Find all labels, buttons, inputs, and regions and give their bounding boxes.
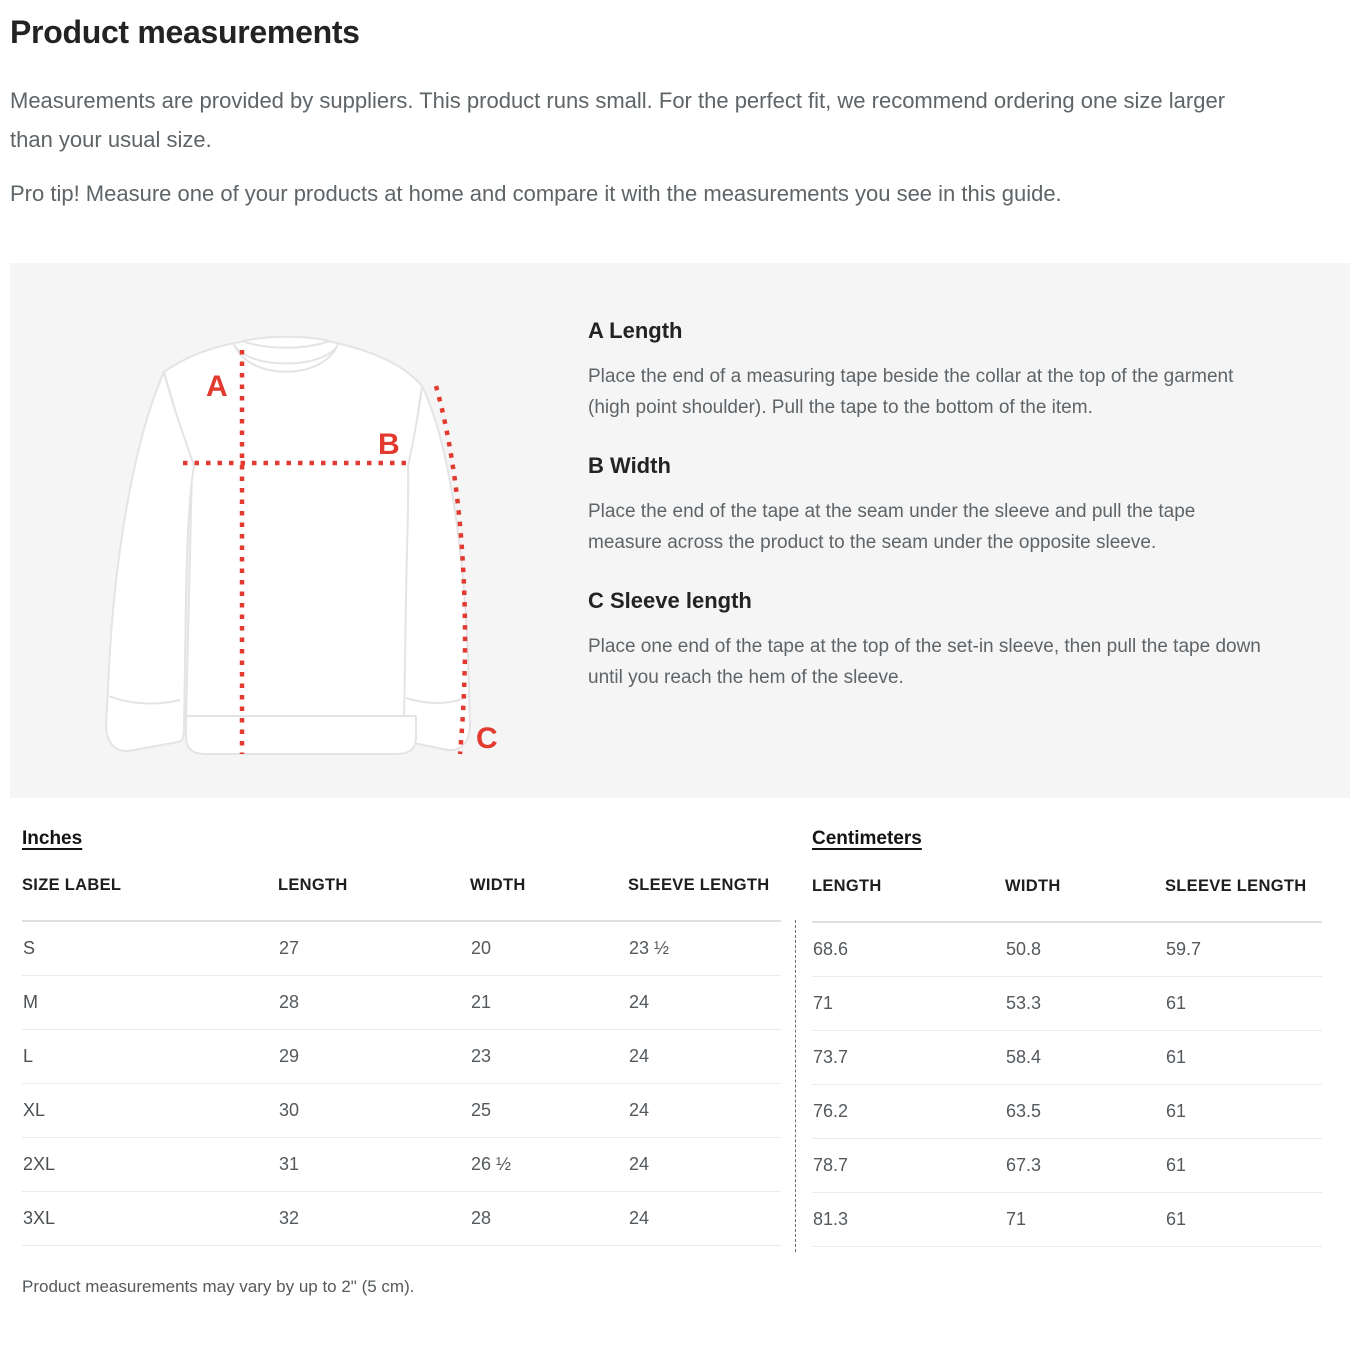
instruction-sleeve-heading-block [588, 588, 1288, 693]
inches-table-section [0, 828, 795, 1246]
table-row [812, 922, 1322, 976]
instruction-width [588, 453, 1288, 558]
length-cell: 31 [278, 1137, 470, 1191]
centimeters-header-row [812, 877, 1322, 922]
width-cell: 25 [470, 1083, 628, 1137]
footnote: Product measurements may vary by up to 2" (5 cm). [22, 1276, 415, 1296]
table-divider [795, 920, 796, 1252]
length-cell: 71 [812, 976, 1005, 1030]
size-label-cell: XL [22, 1083, 278, 1137]
size-label-cell: 3XL [22, 1191, 278, 1245]
centimeters-heading[interactable]: Centimeters [812, 828, 922, 849]
length-cell: 78.7 [812, 1138, 1005, 1192]
table-row [812, 976, 1322, 1030]
table-row [812, 1138, 1322, 1192]
sleeve-length-cell: 61 [1165, 1030, 1322, 1084]
size-label-cell: S [22, 921, 278, 975]
instruction-length-body: Place the end of a measuring tape beside the collar at the top of the garment (high point shoulder). Pull the tape to the bottom of the item. [588, 366, 1234, 418]
sleeve-length-cell: 61 [1165, 1138, 1322, 1192]
length-cell: 81.3 [812, 1192, 1005, 1246]
width-cell: 50.8 [1005, 922, 1165, 976]
sleeve-length-cell: 61 [1165, 1192, 1322, 1246]
instruction-length [588, 318, 1288, 423]
table-row [22, 921, 781, 975]
size-label-cell: 2XL [22, 1137, 278, 1191]
centimeters-table [812, 877, 1322, 1247]
width-cell: 23 [470, 1029, 628, 1083]
length-cell: 30 [278, 1083, 470, 1137]
column-header-sleeve-length: SLEEVE LENGTH [1165, 877, 1322, 922]
table-row [812, 1084, 1322, 1138]
width-cell: 58.4 [1005, 1030, 1165, 1084]
size-label-cell: M [22, 975, 278, 1029]
measurement-guide-panel [10, 263, 1350, 798]
label-c: C [476, 722, 498, 755]
sleeve-length-cell: 24 [628, 1137, 781, 1191]
sleeve-length-cell: 61 [1165, 976, 1322, 1030]
inches-header-row [22, 876, 781, 921]
page-title: Product measurements [10, 14, 360, 50]
width-cell: 71 [1005, 1192, 1165, 1246]
length-cell: 76.2 [812, 1084, 1005, 1138]
length-cell: 68.6 [812, 922, 1005, 976]
centimeters-table-section [795, 828, 1350, 1247]
size-tables [0, 828, 1350, 1247]
intro-text: Measurements are provided by suppliers. This product runs small. For the perfect fit, we recommend ordering one size larger than your usual size. [10, 88, 1226, 152]
table-row [22, 1191, 781, 1245]
pro-tip-text: Pro tip! Measure one of your products at home and compare it with the measurements you see in this guide. [10, 181, 1062, 206]
instruction-sleeve-body: Place one end of the tape at the top of the set-in sleeve, then pull the tape down until you reach the hem of the sleeve. [588, 636, 1261, 688]
instruction-width-heading: B Width [588, 453, 671, 478]
sleeve-length-cell: 24 [628, 1029, 781, 1083]
width-cell: 20 [470, 921, 628, 975]
column-header-width: WIDTH [1005, 877, 1165, 922]
inches-heading[interactable]: Inches [22, 828, 83, 849]
table-row [812, 1192, 1322, 1246]
product-measurements-page [0, 14, 1350, 1297]
instruction-sleeve-heading: C Sleeve length [588, 588, 752, 613]
sleeve-length-cell: 24 [628, 1191, 781, 1245]
table-row [22, 975, 781, 1029]
size-label-cell: L [22, 1029, 278, 1083]
instruction-width-body: Place the end of the tape at the seam under the sleeve and pull the tape measure across the product to the seam under the opposite sleeve. [588, 501, 1196, 553]
label-a: A [206, 370, 228, 403]
width-cell: 21 [470, 975, 628, 1029]
width-cell: 63.5 [1005, 1084, 1165, 1138]
length-cell: 28 [278, 975, 470, 1029]
measurement-instructions [588, 318, 1288, 693]
width-cell: 53.3 [1005, 976, 1165, 1030]
length-cell: 29 [278, 1029, 470, 1083]
column-header-width: WIDTH [470, 876, 628, 921]
column-header-sleeve-length: SLEEVE LENGTH [628, 876, 781, 921]
width-cell: 26 ½ [470, 1137, 628, 1191]
length-cell: 73.7 [812, 1030, 1005, 1084]
sleeve-length-cell: 24 [628, 1083, 781, 1137]
table-row [812, 1030, 1322, 1084]
width-cell: 28 [470, 1191, 628, 1245]
sleeve-length-cell: 24 [628, 975, 781, 1029]
instruction-length-heading: A Length [588, 318, 683, 343]
sweatshirt-illustration [106, 337, 470, 754]
width-cell: 67.3 [1005, 1138, 1165, 1192]
sleeve-length-cell: 23 ½ [628, 921, 781, 975]
table-row [22, 1083, 781, 1137]
length-cell: 32 [278, 1191, 470, 1245]
column-header-length: LENGTH [278, 876, 470, 921]
sweatshirt-diagram [100, 298, 550, 798]
column-header-size-label: SIZE LABEL [22, 876, 278, 921]
table-row [22, 1029, 781, 1083]
sleeve-length-cell: 59.7 [1165, 922, 1322, 976]
length-cell: 27 [278, 921, 470, 975]
sleeve-length-cell: 61 [1165, 1084, 1322, 1138]
column-header-length: LENGTH [812, 877, 1005, 922]
inches-table [22, 876, 781, 1246]
table-row [22, 1137, 781, 1191]
label-b: B [378, 428, 400, 461]
